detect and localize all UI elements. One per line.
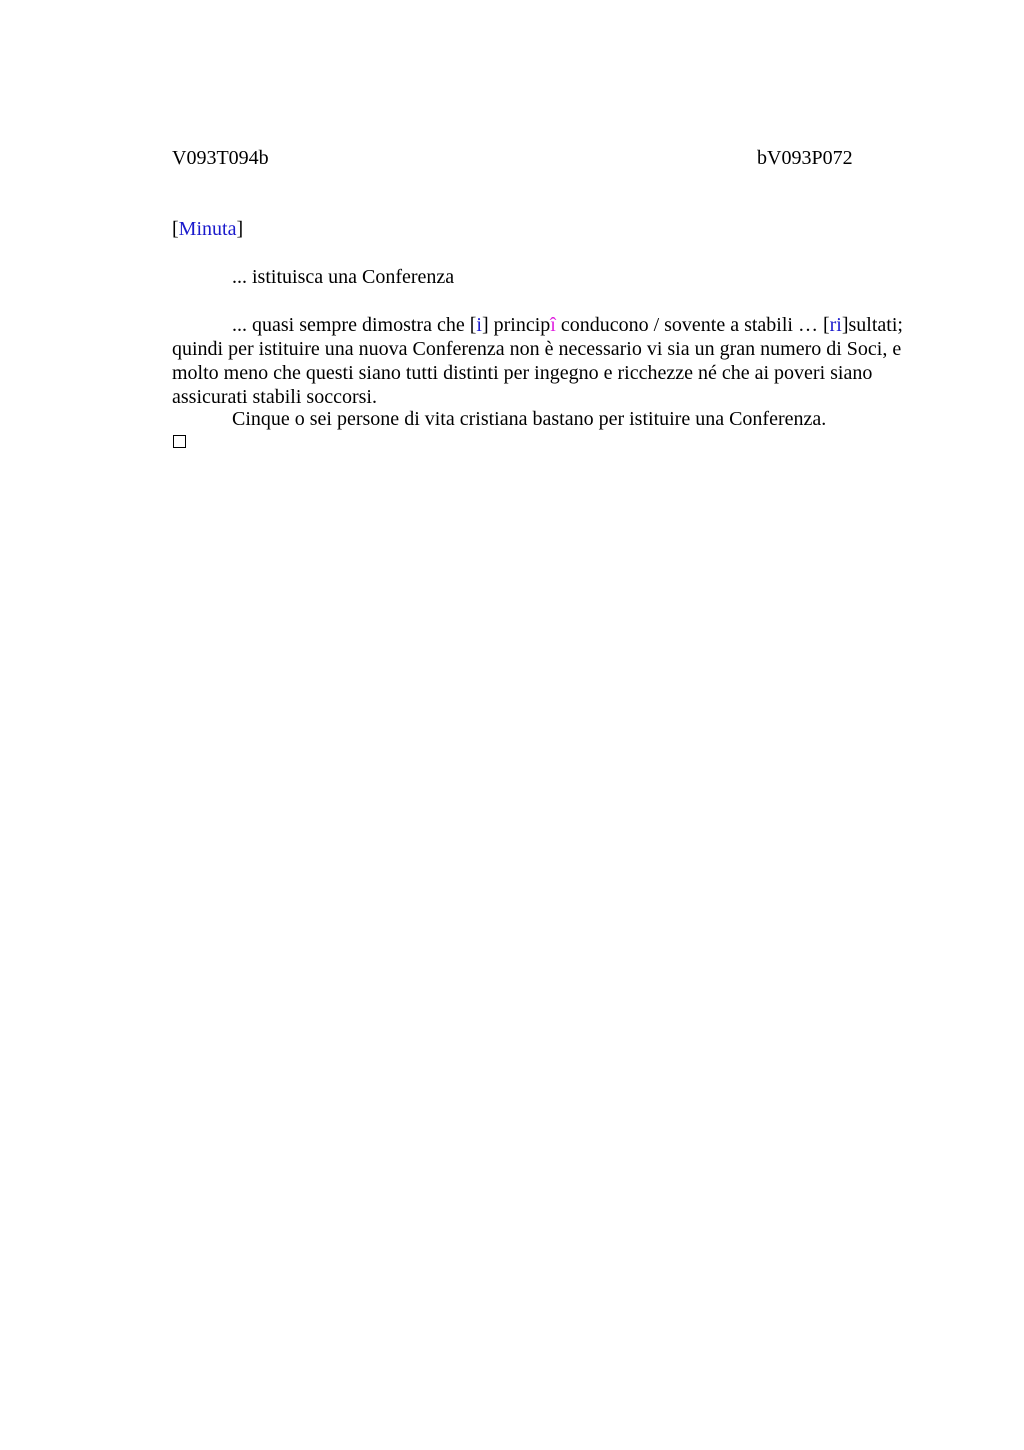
editorial-insert: i <box>476 314 482 336</box>
minuta-label <box>172 217 243 241</box>
document-code-left: V093T094b <box>172 147 269 169</box>
paragraph-body <box>172 313 932 409</box>
editorial-accent: î <box>550 314 556 336</box>
bracket-close: ] <box>236 218 244 240</box>
paragraph-intro: ... istituisca una Conferenza <box>232 266 455 288</box>
paragraph-closing: Cinque o sei persone di vita cristiana bastano per istituire una Conferenza. <box>232 408 827 430</box>
body-line-2: quindi per istituire una nuova Conferenza non è necessario vi sia un gran numero di Soci, e <box>172 338 902 360</box>
end-mark-square <box>173 435 186 448</box>
editorial-insert: ri <box>829 314 842 336</box>
document-code-right: bV093P072 <box>757 147 853 169</box>
body-line-1 <box>172 313 932 337</box>
body-text-segment: conducono / sovente a stabili … [ <box>555 314 830 336</box>
body-text-segment: ] princip <box>481 314 551 336</box>
body-line-4: assicurati stabili soccorsi. <box>172 386 377 408</box>
bracket-open: [ <box>172 218 179 240</box>
body-text-segment: ... quasi sempre dimostra che [ <box>232 314 477 336</box>
body-line-3: molto meno che questi siano tutti distinti per ingegno e ricchezze né che ai poveri siano <box>172 362 873 384</box>
minuta-text: Minuta <box>178 218 237 240</box>
body-text-segment: ]sultati; <box>841 314 903 336</box>
